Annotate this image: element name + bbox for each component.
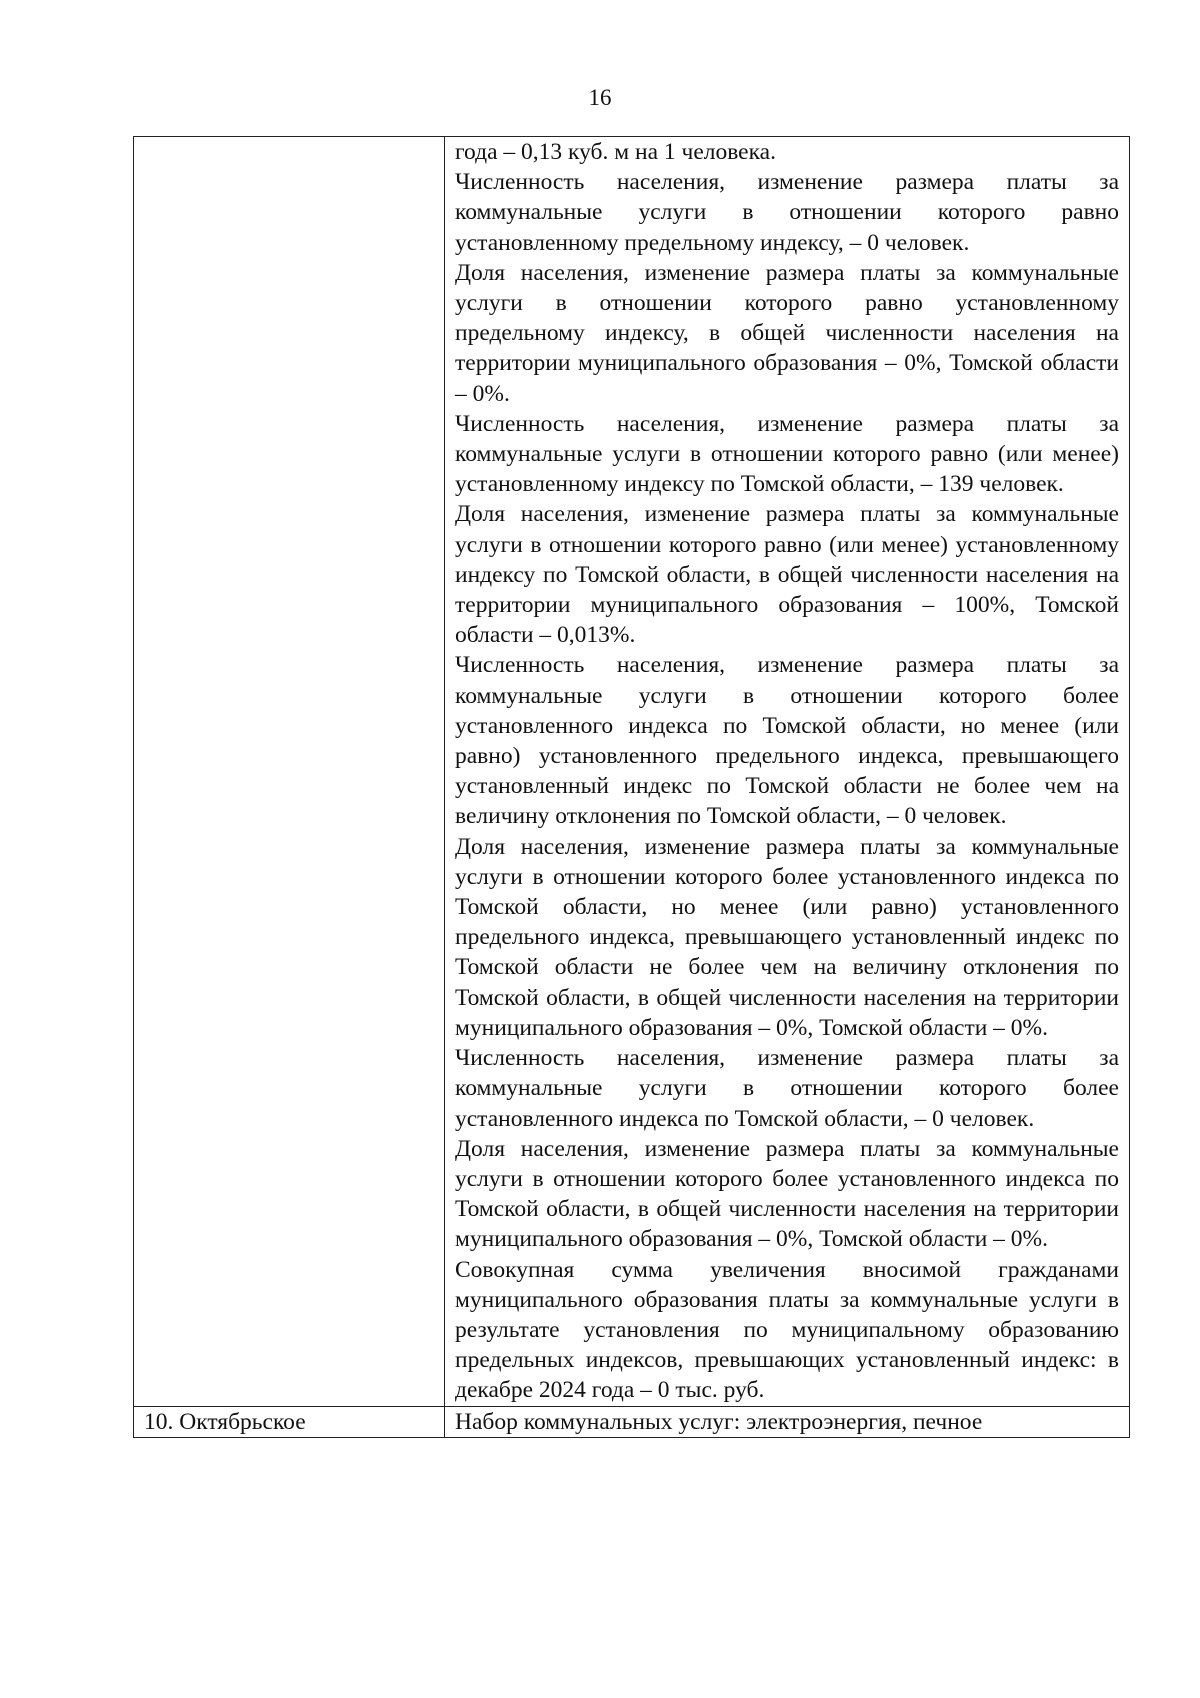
paragraph: Численность населения, изменение размера платы за коммунальные услуги в отношении которого равно установленному предельному индексу, – 0 человек.: [455, 169, 1119, 256]
details-cell: [445, 1406, 1130, 1437]
paragraph: Доля населения, изменение размера платы за коммунальные услуги в отношении которого равно (или менее) установленному индексу по Томской области, в общей численности населения на территории муниципального образования – 100%, Томской области – 0,013%.: [455, 501, 1119, 649]
table-row: [134, 137, 1130, 1407]
table-row: [134, 1406, 1130, 1437]
municipality-cell: 10. Октябрьское: [134, 1406, 445, 1437]
page-number: 16: [588, 85, 612, 110]
paragraph: Доля населения, изменение размера платы за коммунальные услуги в отношении которого более установленного индекса по Томской области, в общей численности населения на территории муниципального образования – 0%, Томской области – 0%.: [455, 1135, 1119, 1253]
paragraph: Численность населения, изменение размера платы за коммунальные услуги в отношении которого равно (или менее) установленному индексу по Томской области, – 139 человек.: [455, 410, 1119, 498]
paragraph: Численность населения, изменение размера платы за коммунальные услуги в отношении которого более установленного индекса по Томской области, но менее (или равно) установленного предельного индекса, превышающего установленный индекс по Томской области не более чем на величину отклонения по Томской области, – 0 человек.: [455, 652, 1119, 830]
details-cell: [445, 137, 1130, 1407]
municipal-data-table: [133, 136, 1130, 1438]
paragraph: Численность населения, изменение размера платы за коммунальные услуги в отношении которого более установленного индекса по Томской области, – 0 человек.: [455, 1045, 1119, 1132]
paragraph: Доля населения, изменение размера платы за коммунальные услуги в отношении которого более установленного индекса по Томской области, но менее (или равно) установленного предельного индекса, превышающего установленный индекс по Томской области не более чем на величину отклонения по Томской области, в общей численности населения на территории муниципального образования – 0%, Томской области – 0%.: [455, 833, 1119, 1041]
paragraph: Набор коммунальных услуг: электроэнергия, печное: [455, 1408, 983, 1435]
paragraph: года – 0,13 куб. м на 1 человека.: [455, 139, 776, 165]
paragraph: Доля населения, изменение размера платы за коммунальные услуги в отношении которого равно установленному предельному индексу, в общей численности населения на территории муниципального образования – 0%, Томской области – 0%.: [455, 259, 1119, 407]
paragraph: Совокупная сумма увеличения вносимой гражданами муниципального образования платы за коммунальные услуги в результате установления по муниципальному образованию предельных индексов, превышающих установленный индекс: в декабре 2024 года – 0 тыс. руб.: [455, 1256, 1119, 1404]
municipality-cell: [134, 137, 445, 1407]
